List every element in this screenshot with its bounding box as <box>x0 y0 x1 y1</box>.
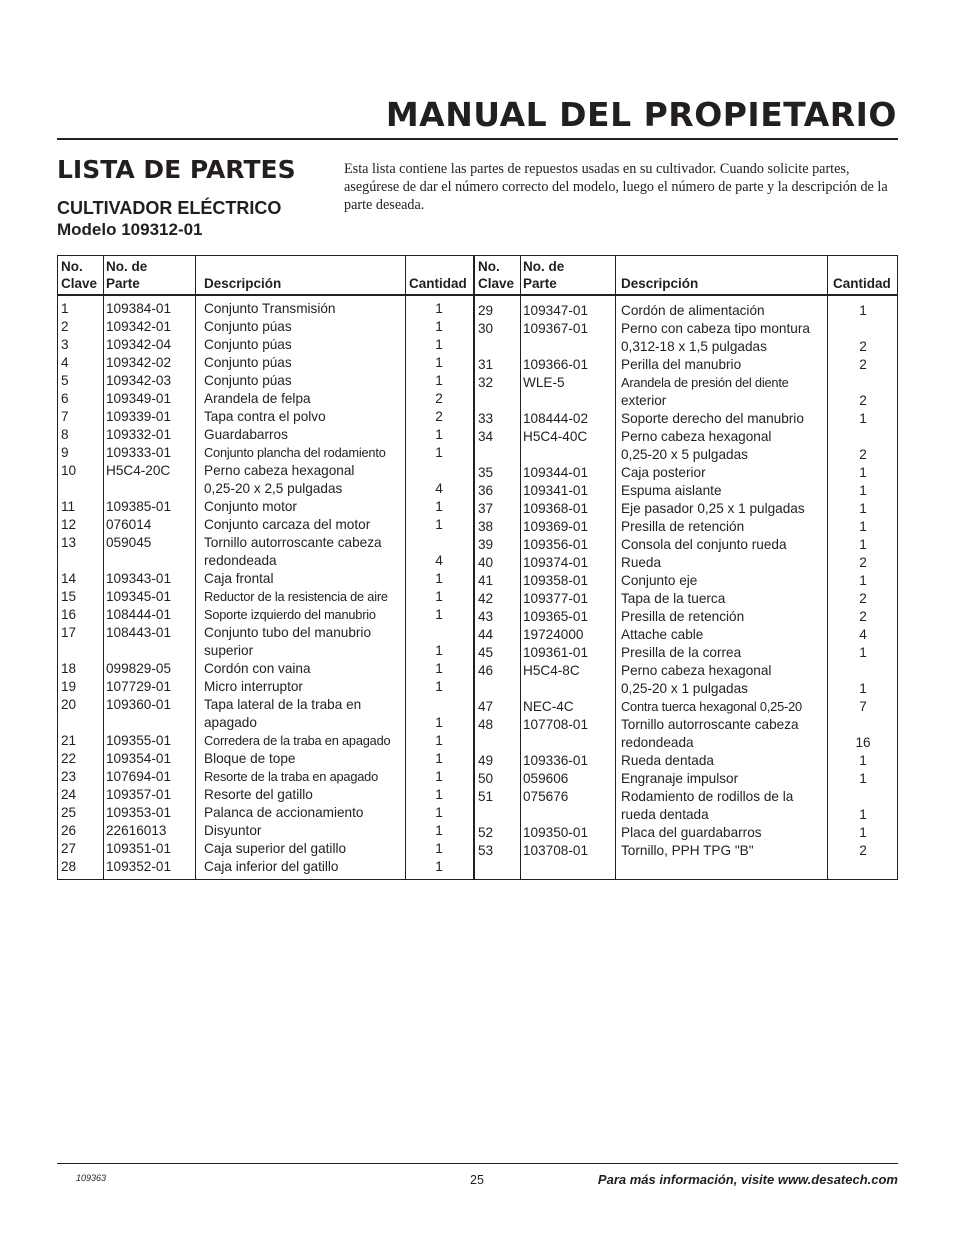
part-key-cell: 52 <box>478 825 494 840</box>
part-description-cell: rueda dentada <box>621 807 709 822</box>
quantity-cell: 1 <box>435 787 443 802</box>
part-description-cell: Perno cabeza hexagonal <box>621 429 772 444</box>
part-number-cell: 108443-01 <box>106 625 172 640</box>
part-key-cell: 19 <box>61 679 77 694</box>
model-number: Modelo 109312-01 <box>57 220 203 239</box>
quantity-cell: 1 <box>859 537 867 552</box>
quantity-cell: 1 <box>435 589 443 604</box>
table-row <box>58 608 897 626</box>
table-row <box>58 662 897 680</box>
part-key-cell: 12 <box>61 517 77 532</box>
part-description-cell: Tapa lateral de la traba en <box>204 697 362 712</box>
part-key-cell: 26 <box>61 823 77 838</box>
table-row <box>58 536 897 554</box>
part-key-cell: 28 <box>61 859 77 874</box>
part-description-cell: Tornillo, PPH TPG "B" <box>621 843 754 858</box>
product-subtitle: CULTIVADOR ELÉCTRICO <box>57 198 282 218</box>
header-clave-line2: Clave <box>61 276 98 291</box>
quantity-cell: 1 <box>859 483 867 498</box>
header-descripcion-text: Descripción <box>621 276 699 291</box>
part-description-cell: Conjunto motor <box>204 499 297 514</box>
table-row <box>58 356 897 374</box>
part-description-cell: Bloque de tope <box>204 751 296 766</box>
part-key-cell: 38 <box>478 519 494 534</box>
section-title: LISTA DE PARTES <box>57 155 296 184</box>
part-description-cell: Conjunto eje <box>621 573 698 588</box>
table-row <box>58 644 897 662</box>
part-description-cell: Caja superior del gatillo <box>204 841 347 856</box>
quantity-cell: 1 <box>435 517 443 532</box>
part-number-cell: 109350-01 <box>523 825 589 840</box>
header-parte-line1: No. de <box>106 259 148 274</box>
part-description-cell: Perno con cabeza tipo montura <box>621 321 810 336</box>
part-number-cell: 109342-01 <box>106 319 172 334</box>
part-description-cell: Perno cabeza hexagonal <box>621 663 772 678</box>
quantity-cell: 1 <box>435 733 443 748</box>
part-key-cell: 8 <box>61 427 69 442</box>
quantity-cell: 1 <box>859 753 867 768</box>
quantity-cell: 1 <box>859 303 867 318</box>
part-description-cell: Caja frontal <box>204 571 274 586</box>
part-key-cell: 42 <box>478 591 494 606</box>
part-key-cell: 22 <box>61 751 77 766</box>
quantity-cell: 2 <box>859 393 867 408</box>
quantity-cell: 1 <box>435 301 443 316</box>
part-description-cell: Rodamiento de rodillos de la <box>621 789 794 804</box>
table-row <box>58 500 897 518</box>
part-number-cell: 109358-01 <box>523 573 589 588</box>
header-clave-line2: Clave <box>478 276 515 291</box>
quantity-cell: 2 <box>859 555 867 570</box>
quantity-cell: 2 <box>859 609 867 624</box>
quantity-cell: 4 <box>435 553 443 568</box>
part-description-cell: 0,25-20 x 1 pulgadas <box>621 681 748 696</box>
table-row <box>58 858 897 876</box>
part-description-cell: Resorte del gatillo <box>204 787 313 802</box>
part-key-cell: 50 <box>478 771 494 786</box>
quantity-cell: 1 <box>435 607 443 622</box>
part-description-cell: Caja posterior <box>621 465 706 480</box>
part-number-cell: 109356-01 <box>523 537 589 552</box>
part-description-cell: 0,25-20 x 2,5 pulgadas <box>204 481 343 496</box>
header-clave <box>478 258 514 292</box>
quantity-cell: 1 <box>435 319 443 334</box>
part-key-cell: 44 <box>478 627 494 642</box>
part-description-cell: 0,312-18 x 1,5 pulgadas <box>621 339 767 354</box>
part-key-cell: 3 <box>61 337 69 352</box>
quantity-cell: 1 <box>435 715 443 730</box>
header-parte <box>106 258 147 292</box>
intro-paragraph: Esta lista contiene las partes de repuestos usadas en su cultivador. Cuando solicite partes, asegúrese de dar el número correcto del modelo, luego el número de parte y la descripción de la parte deseada. <box>344 161 888 213</box>
part-description-cell: Rueda dentada <box>621 753 714 768</box>
header-clave-line1: No. <box>478 259 500 274</box>
part-number-cell: 107729-01 <box>106 679 172 694</box>
table-row <box>58 338 897 356</box>
quantity-cell: 1 <box>435 643 443 658</box>
quantity-cell: 1 <box>435 373 443 388</box>
part-description-cell: apagado <box>204 715 257 730</box>
quantity-cell: 1 <box>435 823 443 838</box>
quantity-cell: 1 <box>435 355 443 370</box>
part-description-cell: Conjunto Transmisión <box>204 301 336 316</box>
part-number-cell: 108444-01 <box>106 607 172 622</box>
part-description-cell: Corredera de la traba en apagado <box>204 733 391 748</box>
quantity-cell: 2 <box>859 339 867 354</box>
header-clave <box>61 258 97 292</box>
part-number-cell: 109384-01 <box>106 301 172 316</box>
part-key-cell: 10 <box>61 463 77 478</box>
part-key-cell: 49 <box>478 753 494 768</box>
part-number-cell: H5C4-20C <box>106 463 171 478</box>
table-row <box>58 464 897 482</box>
part-key-cell: 34 <box>478 429 494 444</box>
part-key-cell: 1 <box>61 301 69 316</box>
table-row <box>58 410 897 428</box>
part-description-cell: redondeada <box>204 553 277 568</box>
quantity-cell: 1 <box>435 571 443 586</box>
part-description-cell: Guardabarros <box>204 427 288 442</box>
table-row <box>58 590 897 608</box>
header-clave-line1: No. <box>61 259 83 274</box>
part-key-cell: 36 <box>478 483 494 498</box>
part-number-cell: 109385-01 <box>106 499 172 514</box>
part-number-cell: 109354-01 <box>106 751 172 766</box>
part-key-cell: 29 <box>478 303 494 318</box>
table-row <box>58 716 897 734</box>
header-descripcion <box>204 258 281 292</box>
part-key-cell: 30 <box>478 321 494 336</box>
quantity-cell: 1 <box>859 807 867 822</box>
part-description-cell: Palanca de accionamiento <box>204 805 364 820</box>
quantity-cell: 2 <box>435 391 443 406</box>
part-key-cell: 17 <box>61 625 77 640</box>
table-row <box>58 770 897 788</box>
part-number-cell: 22616013 <box>106 823 167 838</box>
table-row <box>58 518 897 536</box>
part-description-cell: Arandela de presión del diente <box>621 375 789 390</box>
part-description-cell: Eje pasador 0,25 x 1 pulgadas <box>621 501 805 516</box>
part-number-cell: 109365-01 <box>523 609 589 624</box>
part-number-cell: 109342-02 <box>106 355 172 370</box>
part-number-cell: 107694-01 <box>106 769 172 784</box>
header-descripcion <box>621 258 698 292</box>
quantity-cell: 1 <box>435 751 443 766</box>
part-number-cell: 109336-01 <box>523 753 589 768</box>
part-number-cell: 109347-01 <box>523 303 589 318</box>
part-description-cell: Tapa contra el polvo <box>204 409 326 424</box>
header-cantidad <box>833 258 891 292</box>
part-number-cell: 109374-01 <box>523 555 589 570</box>
part-key-cell: 32 <box>478 375 494 390</box>
part-description-cell: Contra tuerca hexagonal 0,25-20 <box>621 699 802 714</box>
part-description-cell: Tapa de la tuerca <box>621 591 726 606</box>
part-number-cell: 109342-03 <box>106 373 172 388</box>
part-number-cell: 109341-01 <box>523 483 589 498</box>
part-number-cell: H5C4-8C <box>523 663 580 678</box>
header-parte-line2: Parte <box>523 276 557 291</box>
part-number-cell: 109332-01 <box>106 427 172 442</box>
part-key-cell: 47 <box>478 699 494 714</box>
quantity-cell: 2 <box>859 591 867 606</box>
part-key-cell: 33 <box>478 411 494 426</box>
part-number-cell: NEC-4C <box>523 699 574 714</box>
part-description-cell: Perilla del manubrio <box>621 357 742 372</box>
manual-title: MANUAL DEL PROPIETARIO <box>385 95 897 134</box>
part-number-cell: 109366-01 <box>523 357 589 372</box>
part-number-cell: 109377-01 <box>523 591 589 606</box>
table-row <box>58 392 897 410</box>
quantity-cell: 1 <box>859 573 867 588</box>
part-key-cell: 16 <box>61 607 77 622</box>
part-number-cell: 109349-01 <box>106 391 172 406</box>
quantity-cell: 1 <box>435 859 443 874</box>
quantity-cell: 2 <box>859 447 867 462</box>
part-key-cell: 41 <box>478 573 494 588</box>
part-description-cell: 0,25-20 x 5 pulgadas <box>621 447 748 462</box>
footer-info: Para más información, visite www.desatech.com <box>597 1172 898 1187</box>
part-key-cell: 4 <box>61 355 69 370</box>
part-description-cell: Conjunto púas <box>204 337 292 352</box>
part-key-cell: 25 <box>61 805 77 820</box>
part-key-cell: 53 <box>478 843 494 858</box>
part-number-cell: 109357-01 <box>106 787 172 802</box>
part-key-cell: 13 <box>61 535 77 550</box>
part-description-cell: Conjunto púas <box>204 355 292 370</box>
title-divider <box>57 138 898 140</box>
header-cantidad-text: Cantidad <box>833 276 891 291</box>
table-row <box>58 374 897 392</box>
table-row <box>58 446 897 464</box>
part-description-cell: Espuma aislante <box>621 483 722 498</box>
table-row <box>58 572 897 590</box>
quantity-cell: 7 <box>859 699 867 714</box>
part-key-cell: 27 <box>61 841 77 856</box>
part-description-cell: Cordón con vaina <box>204 661 311 676</box>
part-number-cell: 109353-01 <box>106 805 172 820</box>
document-number: 109363 <box>76 1173 107 1183</box>
footer-divider <box>57 1163 898 1164</box>
quantity-cell: 2 <box>859 843 867 858</box>
part-number-cell: 075676 <box>523 789 569 804</box>
part-description-cell: Tornillo autorroscante cabeza <box>621 717 799 732</box>
part-description-cell: Placa del guardabarros <box>621 825 762 840</box>
part-number-cell: 109344-01 <box>523 465 589 480</box>
part-description-cell: Presilla de retención <box>621 609 745 624</box>
part-key-cell: 48 <box>478 717 494 732</box>
quantity-cell: 4 <box>859 627 867 642</box>
quantity-cell: 2 <box>859 357 867 372</box>
quantity-cell: 1 <box>435 427 443 442</box>
part-description-cell: Soporte derecho del manubrio <box>621 411 804 426</box>
table-row <box>58 698 897 716</box>
part-description-cell: Conjunto plancha del rodamiento <box>204 445 386 460</box>
quantity-cell: 1 <box>859 411 867 426</box>
header-parte <box>523 258 564 292</box>
part-key-cell: 45 <box>478 645 494 660</box>
part-description-cell: Conjunto púas <box>204 319 292 334</box>
table-row <box>58 428 897 446</box>
header-descripcion-text: Descripción <box>204 276 282 291</box>
quantity-cell: 1 <box>859 465 867 480</box>
quantity-cell: 1 <box>435 841 443 856</box>
part-number-cell: 108444-02 <box>523 411 589 426</box>
part-number-cell: 103708-01 <box>523 843 589 858</box>
quantity-cell: 1 <box>435 337 443 352</box>
part-description-cell: Attache cable <box>621 627 704 642</box>
header-parte-line2: Parte <box>106 276 140 291</box>
part-description-cell: Tornillo autorroscante cabeza <box>204 535 382 550</box>
part-number-cell: 19724000 <box>523 627 584 642</box>
header-cantidad-text: Cantidad <box>409 276 467 291</box>
part-key-cell: 43 <box>478 609 494 624</box>
part-number-cell: H5C4-40C <box>523 429 588 444</box>
part-number-cell: 109345-01 <box>106 589 172 604</box>
part-key-cell: 6 <box>61 391 69 406</box>
page-number: 25 <box>470 1173 484 1187</box>
part-description-cell: Cordón de alimentación <box>621 303 765 318</box>
part-description-cell: Conjunto tubo del manubrio <box>204 625 372 640</box>
quantity-cell: 1 <box>435 445 443 460</box>
part-number-cell: 109352-01 <box>106 859 172 874</box>
part-number-cell: 099829-05 <box>106 661 172 676</box>
part-number-cell: WLE-5 <box>523 375 565 390</box>
quantity-cell: 1 <box>859 771 867 786</box>
part-description-cell: Presilla de retención <box>621 519 745 534</box>
part-description-cell: exterior <box>621 393 667 408</box>
table-row <box>58 482 897 500</box>
part-description-cell: Reductor de la resistencia de aire <box>204 589 388 604</box>
part-number-cell: 109361-01 <box>523 645 589 660</box>
quantity-cell: 16 <box>855 735 871 750</box>
quantity-cell: 1 <box>435 769 443 784</box>
part-number-cell: 109342-04 <box>106 337 172 352</box>
table-row <box>58 806 897 824</box>
part-number-cell: 107708-01 <box>523 717 589 732</box>
table-row <box>58 626 897 644</box>
table-header-divider <box>58 294 897 296</box>
quantity-cell: 1 <box>859 825 867 840</box>
quantity-cell: 4 <box>435 481 443 496</box>
part-key-cell: 2 <box>61 319 69 334</box>
quantity-cell: 1 <box>435 661 443 676</box>
part-description-cell: Arandela de felpa <box>204 391 311 406</box>
part-description-cell: Micro interruptor <box>204 679 303 694</box>
part-description-cell: Engranaje impulsor <box>621 771 739 786</box>
part-key-cell: 11 <box>61 499 76 514</box>
quantity-cell: 1 <box>859 501 867 516</box>
table-row <box>58 824 897 842</box>
part-description-cell: superior <box>204 643 254 658</box>
part-number-cell: 109333-01 <box>106 445 172 460</box>
part-description-cell: Conjunto púas <box>204 373 292 388</box>
part-key-cell: 46 <box>478 663 494 678</box>
part-key-cell: 23 <box>61 769 77 784</box>
part-key-cell: 14 <box>61 571 77 586</box>
part-number-cell: 109351-01 <box>106 841 172 856</box>
part-number-cell: 109339-01 <box>106 409 172 424</box>
part-key-cell: 9 <box>61 445 69 460</box>
part-key-cell: 20 <box>61 697 77 712</box>
part-key-cell: 51 <box>478 789 494 804</box>
quantity-cell: 1 <box>859 681 867 696</box>
part-key-cell: 18 <box>61 661 77 676</box>
table-row <box>58 788 897 806</box>
quantity-cell: 1 <box>435 499 443 514</box>
part-number-cell: 109355-01 <box>106 733 172 748</box>
part-description-cell: Conjunto carcaza del motor <box>204 517 371 532</box>
part-key-cell: 7 <box>61 409 69 424</box>
part-number-cell: 059606 <box>523 771 569 786</box>
part-number-cell: 109368-01 <box>523 501 589 516</box>
part-description-cell: Disyuntor <box>204 823 262 838</box>
table-row <box>58 842 897 860</box>
part-number-cell: 109343-01 <box>106 571 172 586</box>
table-row <box>58 734 897 752</box>
part-description-cell: Perno cabeza hexagonal <box>204 463 355 478</box>
header-parte-line1: No. de <box>523 259 565 274</box>
part-description-cell: Caja inferior del gatillo <box>204 859 339 874</box>
part-number-cell: 109367-01 <box>523 321 589 336</box>
part-description-cell: Consola del conjunto rueda <box>621 537 787 552</box>
part-key-cell: 31 <box>478 357 494 372</box>
part-description-cell: Resorte de la traba en apagado <box>204 769 379 784</box>
part-key-cell: 35 <box>478 465 494 480</box>
table-row <box>58 320 897 338</box>
part-number-cell: 076014 <box>106 517 152 532</box>
part-description-cell: Rueda <box>621 555 662 570</box>
part-key-cell: 5 <box>61 373 69 388</box>
part-number-cell: 109360-01 <box>106 697 172 712</box>
quantity-cell: 1 <box>859 645 867 660</box>
quantity-cell: 2 <box>435 409 443 424</box>
part-number-cell: 059045 <box>106 535 152 550</box>
table-row <box>58 680 897 698</box>
part-key-cell: 39 <box>478 537 494 552</box>
table-row <box>58 752 897 770</box>
part-key-cell: 15 <box>61 589 77 604</box>
part-key-cell: 24 <box>61 787 77 802</box>
table-row <box>58 554 897 572</box>
part-key-cell: 40 <box>478 555 494 570</box>
quantity-cell: 1 <box>435 679 443 694</box>
part-description-cell: Presilla de la correa <box>621 645 742 660</box>
quantity-cell: 1 <box>859 519 867 534</box>
part-key-cell: 37 <box>478 501 494 516</box>
table-row <box>58 302 897 320</box>
part-description-cell: redondeada <box>621 735 694 750</box>
part-key-cell: 21 <box>61 733 77 748</box>
part-number-cell: 109369-01 <box>523 519 589 534</box>
header-cantidad <box>409 258 467 292</box>
quantity-cell: 1 <box>435 805 443 820</box>
part-description-cell: Soporte izquierdo del manubrio <box>204 607 376 622</box>
parts-table <box>57 255 898 880</box>
